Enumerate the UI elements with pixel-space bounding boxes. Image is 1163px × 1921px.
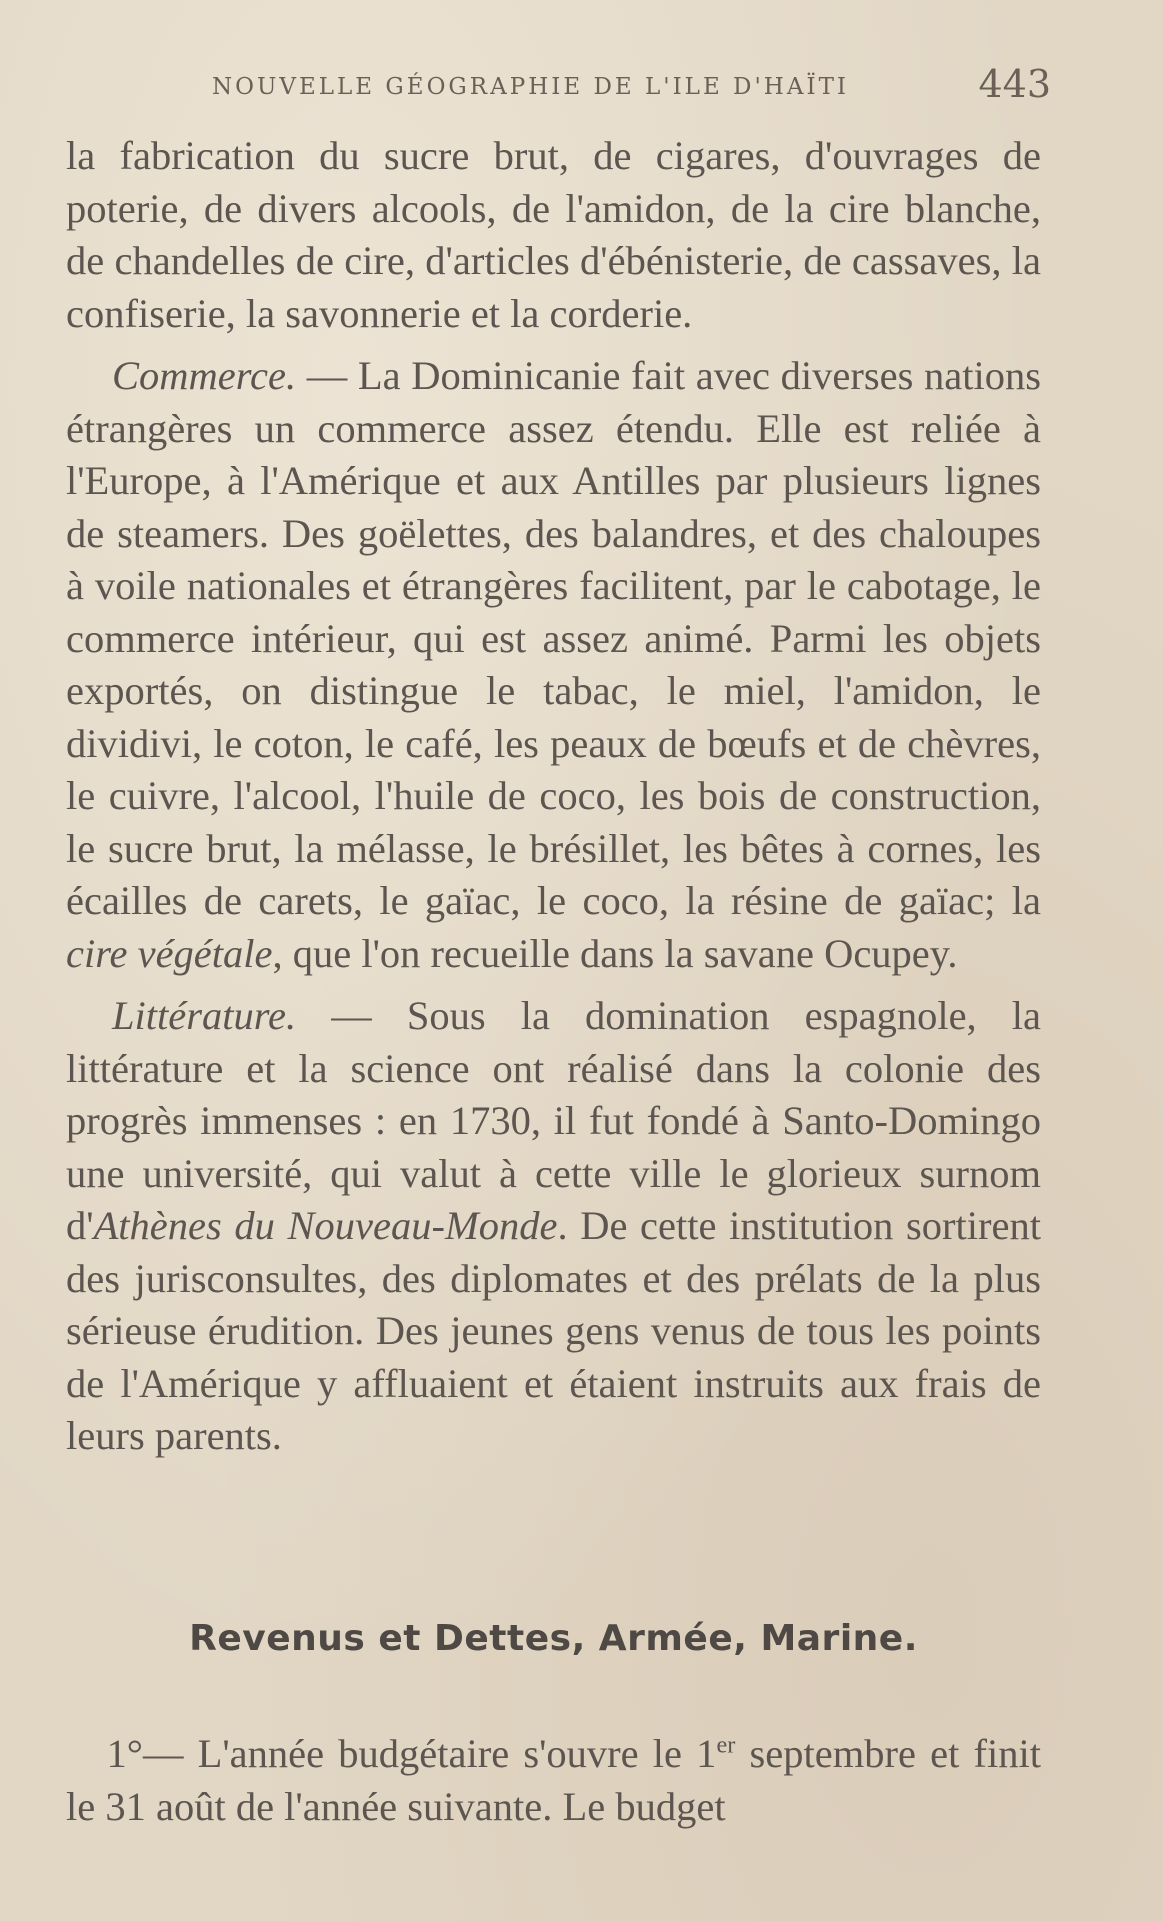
page-number: 443: [978, 62, 1051, 106]
budget-superscript: er: [716, 1731, 736, 1759]
commerce-lead: Commerce.: [112, 353, 297, 398]
paragraph-industry: [66, 130, 1041, 340]
paragraph-commerce: [66, 350, 1041, 980]
paragraph-industry-text: la fabrication du sucre brut, de cigares, d'ouvrages de poterie, de divers alcools, de l'amidon, de la cire blanche, de chandelles de cire, d'articles d'ébénisterie, de cassaves, la confiserie, la savonnerie et la corderie.: [66, 133, 1041, 336]
section-heading: Revenus et Dettes, Armée, Marine.: [189, 1618, 918, 1659]
literature-lead: Littérature.: [112, 993, 297, 1038]
paragraph-literature: [66, 990, 1041, 1463]
literature-text-1: — Sous la domination espagnole, la littérature et la science ont réalisé dans la colonie des progrès immenses : en 1730, il fut fondé à Santo-Domingo une université, qui valut à cette ville le glorieux surnom d': [66, 993, 1041, 1248]
body-text: [66, 130, 1041, 1463]
budget-text-1: — L'année budgétaire s'ouvre le 1: [142, 1731, 717, 1776]
paragraph-budget: [66, 1728, 1041, 1833]
literature-text-2: . De cette institution sortirent des jurisconsultes, des diplomates et des prélats de la plus sérieuse érudition. Des jeunes gens venus de tous les points de l'Amérique y affluaient et étaient instruits aux frais de leurs parents.: [66, 1203, 1041, 1458]
budget-text-2: septembre et finit le 31 août de l'année suivante. Le budget: [66, 1731, 1041, 1829]
running-head: NOUVELLE GÉOGRAPHIE DE L'ILE D'HAÏTI: [212, 74, 849, 100]
commerce-text-2: , que l'on recueille dans la savane Ocupey.: [272, 930, 958, 976]
commerce-text-1: — La Dominicanie fait avec diverses nations étrangères un commerce assez étendu. Elle est reliée à l'Europe, à l'Amérique et aux Antilles par plusieurs lignes de steamers. Des goëlettes, des balandres, et des chaloupes à voile nationales et étrangères facilitent, par le cabotage, le commerce intérieur, qui est assez animé. Parmi les objets exportés, on distingue le tabac, le miel, l'amidon, le dividivi, le coton, le café, les peaux de bœufs et de chèvres, le cuivre, l'alcool, l'huile de coco, les bois de construction, le sucre brut, la mélasse, le brésillet, les bêtes à cornes, les écailles de carets, le gaïac, le coco, la résine de gaïac; la: [66, 353, 1041, 923]
commerce-emphasis: cire végétale: [66, 930, 273, 976]
literature-emphasis: Athènes du Nouveau-Monde: [93, 1203, 558, 1248]
budget-number: 1°: [106, 1731, 143, 1776]
page-header: [180, 62, 1051, 112]
